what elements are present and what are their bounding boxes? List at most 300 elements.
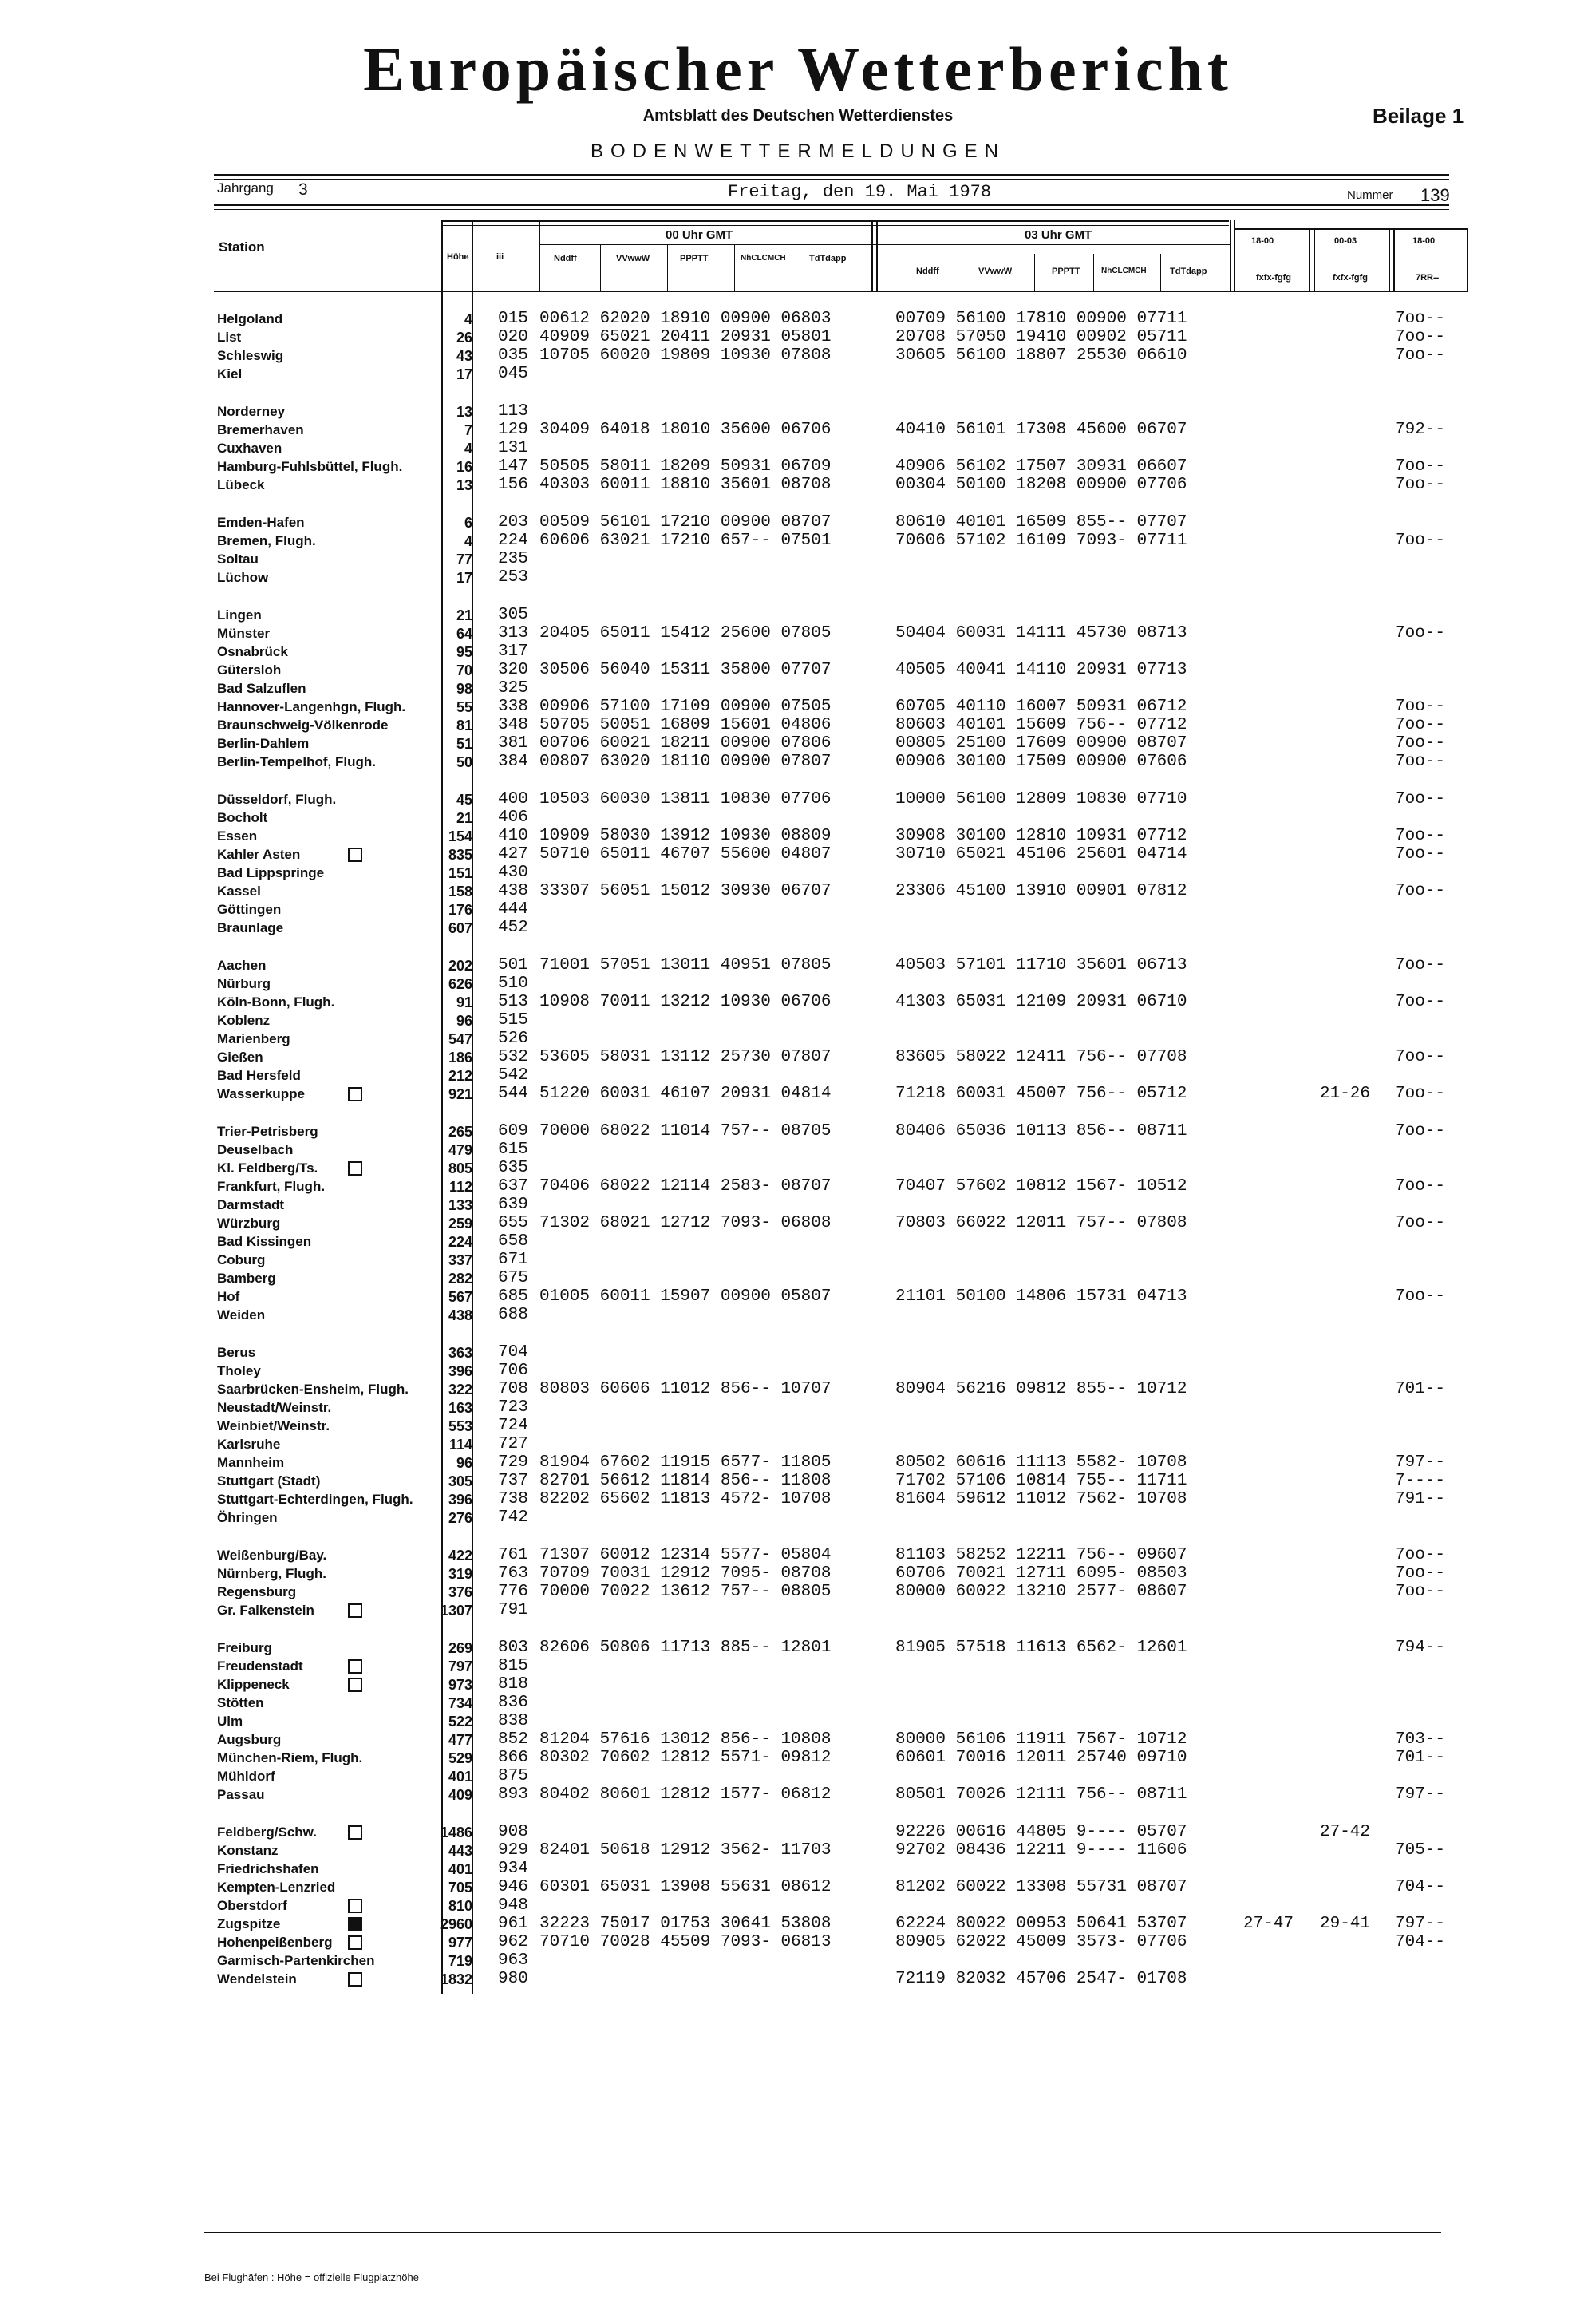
station-name: München-Riem, Flugh. [217, 1750, 363, 1765]
station-marker-open-icon [348, 1825, 362, 1840]
station-height: 477 [448, 1732, 472, 1748]
station-name: Berlin-Dahlem [217, 736, 310, 751]
station-iii: 381 [498, 734, 528, 753]
station-name: Nürburg [217, 976, 271, 991]
col-group-00: 00 Uhr GMT [666, 228, 733, 242]
page-subtitle: Amtsblatt des Deutschen Wetterdienstes [642, 107, 954, 125]
precip-18-00: 7oo-- [1395, 1546, 1446, 1564]
precip-18-00: 7oo-- [1395, 993, 1446, 1011]
obs-03: 40906 56102 17507 30931 06607 [895, 457, 1187, 476]
station-iii: 045 [498, 365, 528, 383]
station-height: 17 [456, 366, 472, 382]
station-name: Kahler Asten [217, 847, 301, 862]
station-height: 547 [448, 1031, 472, 1047]
station-name: Konstanz [217, 1843, 279, 1858]
obs-03: 00906 30100 17509 00900 07606 [895, 753, 1187, 771]
obs-03: 70803 66022 12011 757-- 07808 [895, 1214, 1187, 1232]
rule [204, 2232, 1441, 2233]
station-height: 91 [456, 994, 472, 1010]
precip-18-00: 7oo-- [1395, 845, 1446, 864]
station-name: List [217, 330, 242, 345]
station-height: 269 [448, 1640, 472, 1656]
precip-18-00: 704-- [1395, 1878, 1446, 1896]
obs-00: 70000 70022 13612 757-- 08805 [539, 1583, 832, 1601]
station-name: Hof [217, 1289, 240, 1304]
nummer-value: 139 [1420, 185, 1450, 205]
rule [214, 209, 1449, 210]
station-name: Neustadt/Weinstr. [217, 1400, 332, 1415]
station-height: 376 [448, 1584, 472, 1600]
gust-00-03: 29-41 [1320, 1915, 1371, 1933]
station-height: 977 [448, 1935, 472, 1951]
issue-date: Freitag, den 19. Mai 1978 [728, 182, 992, 202]
station-name: Garmisch-Partenkirchen [217, 1953, 375, 1968]
station-height: 13 [456, 404, 472, 420]
station-height: 396 [448, 1363, 472, 1379]
obs-03: 70606 57102 16109 7093- 07711 [895, 532, 1187, 550]
station-height: 98 [456, 681, 472, 697]
station-height: 7 [464, 422, 472, 438]
obs-00: 71302 68021 12712 7093- 06808 [539, 1214, 832, 1232]
precip-18-00: 792-- [1395, 421, 1446, 439]
station-name: Stötten [217, 1695, 264, 1710]
station-iii: 866 [498, 1749, 528, 1767]
station-height: 4 [464, 533, 472, 549]
station-iii: 723 [498, 1398, 528, 1417]
station-iii: 320 [498, 661, 528, 679]
col-right-3-top: 18-00 [1412, 236, 1436, 246]
rule [1393, 228, 1395, 291]
col-03-nddff: Nddff [916, 267, 939, 276]
beilage-label: Beilage 1 [1373, 104, 1464, 128]
obs-03: 80000 56106 11911 7567- 10712 [895, 1730, 1187, 1749]
station-iii: 742 [498, 1508, 528, 1527]
station-marker-open-icon [348, 1087, 362, 1101]
station-iii: 815 [498, 1657, 528, 1675]
col-iii: iii [496, 252, 504, 262]
obs-03: 80406 65036 10113 856-- 08711 [895, 1122, 1187, 1141]
station-height: 186 [448, 1050, 472, 1065]
station-name: Cuxhaven [217, 441, 282, 456]
station-name: Lüchow [217, 570, 269, 585]
station-name: Lübeck [217, 477, 265, 492]
precip-18-00: 7oo-- [1395, 753, 1446, 771]
col-00-tdtd: TdTdapp [809, 254, 847, 263]
station-iii: 325 [498, 679, 528, 698]
station-name: Essen [217, 828, 258, 844]
station-iii: 224 [498, 532, 528, 550]
obs-00: 30409 64018 18010 35600 06706 [539, 421, 832, 439]
station-iii: 513 [498, 993, 528, 1011]
precip-18-00: 7oo-- [1395, 790, 1446, 809]
station-height: 265 [448, 1124, 472, 1140]
col-03-ppptt: PPPTT [1052, 267, 1080, 276]
station-name: Aachen [217, 958, 267, 973]
obs-03: 81202 60022 13308 55731 08707 [895, 1878, 1187, 1896]
station-name: Öhringen [217, 1510, 278, 1525]
obs-00: 00612 62020 18910 00900 06803 [539, 310, 832, 328]
station-iii: 452 [498, 919, 528, 937]
station-iii: 893 [498, 1785, 528, 1804]
obs-03: 71702 57106 10814 755-- 11711 [895, 1472, 1187, 1490]
station-iii: 615 [498, 1141, 528, 1159]
station-height: 45 [456, 792, 472, 808]
station-iii: 317 [498, 642, 528, 661]
station-name: Gr. Falkenstein [217, 1603, 314, 1618]
station-height: 6 [464, 515, 472, 531]
col-hoehe: Höhe [447, 252, 469, 262]
col-right-1-bottom: fxfx-fgfg [1256, 273, 1291, 283]
station-marker-open-icon [348, 1678, 362, 1692]
precip-18-00: 701-- [1395, 1749, 1446, 1767]
station-height: 112 [448, 1179, 472, 1195]
obs-03: 60705 40110 16007 50931 06712 [895, 698, 1187, 716]
obs-03: 92702 08436 12211 9---- 11606 [895, 1841, 1187, 1860]
station-height: 529 [448, 1750, 472, 1766]
obs-03: 21101 50100 14806 15731 04713 [895, 1287, 1187, 1306]
station-height: 443 [448, 1843, 472, 1859]
station-name: Koblenz [217, 1013, 271, 1028]
station-iii: 438 [498, 882, 528, 900]
obs-00: 71001 57051 13011 40951 07805 [539, 956, 832, 975]
station-iii: 963 [498, 1951, 528, 1970]
obs-03: 83605 58022 12411 756-- 07708 [895, 1048, 1187, 1066]
station-name: Kassel [217, 884, 261, 899]
station-iii: 803 [498, 1639, 528, 1657]
rule [734, 244, 735, 291]
obs-00: 70000 68022 11014 757-- 08705 [539, 1122, 832, 1141]
precip-18-00: 797-- [1395, 1785, 1446, 1804]
station-name: Braunschweig-Völkenrode [217, 718, 389, 733]
obs-03: 80603 40101 15609 756-- 07712 [895, 716, 1187, 734]
station-name: Kiel [217, 366, 243, 382]
station-iii: 655 [498, 1214, 528, 1232]
precip-18-00: 7oo-- [1395, 1287, 1446, 1306]
station-name: Stuttgart-Echterdingen, Flugh. [217, 1492, 413, 1507]
station-name: Berlin-Tempelhof, Flugh. [217, 754, 376, 769]
obs-00: 10705 60020 19809 10930 07808 [539, 346, 832, 365]
obs-00: 53605 58031 13112 25730 07807 [539, 1048, 832, 1066]
station-iii: 875 [498, 1767, 528, 1785]
station-height: 973 [448, 1677, 472, 1693]
gust-18-00: 27-47 [1243, 1915, 1294, 1933]
station-iii: 727 [498, 1435, 528, 1453]
station-height: 163 [448, 1400, 472, 1416]
station-name: Stuttgart (Stadt) [217, 1473, 321, 1489]
rule [1234, 228, 1467, 230]
rule [441, 220, 1229, 222]
station-marker-filled-icon [348, 1917, 362, 1931]
station-name: Norderney [217, 404, 286, 419]
station-name: Karlsruhe [217, 1437, 281, 1452]
precip-18-00: 7oo-- [1395, 1214, 1446, 1232]
station-height: 522 [448, 1714, 472, 1730]
station-height: 719 [448, 1953, 472, 1969]
obs-03: 30605 56100 18807 25530 06610 [895, 346, 1187, 365]
obs-03: 62224 80022 00953 50641 53707 [895, 1915, 1187, 1933]
rule [600, 244, 601, 291]
station-height: 401 [448, 1769, 472, 1785]
station-height: 363 [448, 1345, 472, 1361]
precip-18-00: 7oo-- [1395, 827, 1446, 845]
obs-00: 20405 65011 15412 25600 07805 [539, 624, 832, 642]
precip-18-00: 705-- [1395, 1841, 1446, 1860]
station-iii: 147 [498, 457, 528, 476]
station-iii: 313 [498, 624, 528, 642]
obs-00: 00706 60021 18211 00900 07806 [539, 734, 832, 753]
col-00-ppptt: PPPTT [680, 254, 709, 263]
obs-03: 71218 60031 45007 756-- 05712 [895, 1085, 1187, 1103]
obs-03: 30908 30100 12810 10931 07712 [895, 827, 1187, 845]
rule [871, 220, 873, 291]
station-height: 133 [448, 1197, 472, 1213]
station-name: Nürnberg, Flugh. [217, 1566, 326, 1581]
precip-18-00: 7oo-- [1395, 1085, 1446, 1103]
station-name: Deuselbach [217, 1142, 294, 1157]
precip-18-00: 7oo-- [1395, 1177, 1446, 1196]
station-iii: 706 [498, 1362, 528, 1380]
station-name: Mannheim [217, 1455, 285, 1470]
station-iii: 501 [498, 956, 528, 975]
station-name: Friedrichshafen [217, 1861, 319, 1876]
station-name: Emden-Hafen [217, 515, 305, 530]
rule [1467, 228, 1468, 291]
obs-03: 80904 56216 09812 855-- 10712 [895, 1380, 1187, 1398]
station-iii: 961 [498, 1915, 528, 1933]
col-03-clouds: NhCLCMCH [1101, 267, 1147, 275]
obs-00: 82401 50618 12912 3562- 11703 [539, 1841, 832, 1860]
station-height: 705 [448, 1880, 472, 1896]
col-station: Station [219, 239, 265, 255]
station-iii: 542 [498, 1066, 528, 1085]
station-height: 13 [456, 477, 472, 493]
station-height: 158 [448, 884, 472, 899]
rule [214, 204, 1449, 206]
station-height: 805 [448, 1160, 472, 1176]
col-group-03: 03 Uhr GMT [1025, 228, 1092, 242]
precip-18-00: 7oo-- [1395, 716, 1446, 734]
obs-00: 60301 65031 13908 55631 08612 [539, 1878, 832, 1896]
precip-18-00: 7oo-- [1395, 457, 1446, 476]
station-iii: 406 [498, 809, 528, 827]
station-name: Marienberg [217, 1031, 290, 1046]
rule [667, 244, 668, 291]
station-iii: 400 [498, 790, 528, 809]
station-iii: 020 [498, 328, 528, 346]
station-height: 176 [448, 902, 472, 918]
station-name: Soltau [217, 552, 259, 567]
precip-18-00: 7oo-- [1395, 956, 1446, 975]
rule [1389, 228, 1390, 291]
station-height: 96 [456, 1455, 472, 1471]
station-height: 921 [448, 1086, 472, 1102]
station-name: Hohenpeißenberg [217, 1935, 333, 1950]
precip-18-00: 7oo-- [1395, 1048, 1446, 1066]
station-iii: 791 [498, 1601, 528, 1619]
station-name: Hannover-Langenhgn, Flugh. [217, 699, 406, 714]
station-iii: 338 [498, 698, 528, 716]
station-iii: 035 [498, 346, 528, 365]
obs-03: 70407 57602 10812 1567- 10512 [895, 1177, 1187, 1196]
station-height: 734 [448, 1695, 472, 1711]
station-height: 114 [448, 1437, 472, 1453]
obs-00: 82701 56612 11814 856-- 11808 [539, 1472, 832, 1490]
precip-18-00: 704-- [1395, 1933, 1446, 1951]
obs-03: 00304 50100 18208 00900 07706 [895, 476, 1187, 494]
station-iii: 639 [498, 1196, 528, 1214]
station-name: Bocholt [217, 810, 268, 825]
station-height: 81 [456, 718, 472, 733]
rule [539, 244, 1230, 245]
station-height: 55 [456, 699, 472, 715]
station-name: Klippeneck [217, 1677, 290, 1692]
station-name: Coburg [217, 1252, 266, 1267]
station-name: Zugspitze [217, 1916, 281, 1931]
station-name: Tholey [217, 1363, 261, 1378]
station-iii: 948 [498, 1896, 528, 1915]
precip-18-00: 794-- [1395, 1639, 1446, 1657]
station-name: Bremen, Flugh. [217, 533, 316, 548]
station-height: 282 [448, 1271, 472, 1287]
obs-00: 51220 60031 46107 20931 04814 [539, 1085, 832, 1103]
col-right-3-bottom: 7RR-- [1416, 273, 1440, 283]
obs-03: 10000 56100 12809 10830 07710 [895, 790, 1187, 809]
station-height: 151 [448, 865, 472, 881]
station-iii: 526 [498, 1030, 528, 1048]
station-name: Osnabrück [217, 644, 288, 659]
station-iii: 671 [498, 1251, 528, 1269]
rule [1234, 220, 1235, 291]
station-height: 4 [464, 311, 472, 327]
precip-18-00: 7oo-- [1395, 882, 1446, 900]
station-height: 95 [456, 644, 472, 660]
station-marker-open-icon [348, 1972, 362, 1987]
station-iii: 675 [498, 1269, 528, 1287]
station-iii: 738 [498, 1490, 528, 1508]
station-name: Feldberg/Schw. [217, 1825, 318, 1840]
station-name: Köln-Bonn, Flugh. [217, 994, 335, 1010]
precip-18-00: 7oo-- [1395, 310, 1446, 328]
precip-18-00: 703-- [1395, 1730, 1446, 1749]
col-00-nddff: Nddff [554, 254, 577, 263]
obs-03: 00709 56100 17810 00900 07711 [895, 310, 1187, 328]
station-height: 1307 [440, 1603, 472, 1619]
station-height: 567 [448, 1289, 472, 1305]
station-height: 607 [448, 920, 472, 936]
station-name: Ulm [217, 1714, 243, 1729]
obs-03: 30710 65021 45106 25601 04714 [895, 845, 1187, 864]
station-iii: 015 [498, 310, 528, 328]
obs-00: 70709 70031 12912 7095- 08708 [539, 1564, 832, 1583]
precip-18-00: 7oo-- [1395, 734, 1446, 753]
precip-18-00: 7oo-- [1395, 1122, 1446, 1141]
station-height: 305 [448, 1473, 472, 1489]
station-iii: 704 [498, 1343, 528, 1362]
station-iii: 685 [498, 1287, 528, 1306]
station-name: Darmstadt [217, 1197, 285, 1212]
station-name: Lingen [217, 607, 262, 623]
col-03-vvwww: VVwwW [978, 267, 1013, 276]
station-height: 259 [448, 1216, 472, 1232]
station-height: 50 [456, 754, 472, 770]
station-name: Gießen [217, 1050, 263, 1065]
station-name: Kl. Feldberg/Ts. [217, 1160, 318, 1176]
station-iii: 113 [498, 402, 528, 421]
station-height: 224 [448, 1234, 472, 1250]
obs-03: 41303 65031 12109 20931 06710 [895, 993, 1187, 1011]
rule [1309, 228, 1310, 291]
station-name: Weiden [217, 1307, 266, 1322]
station-iii: 253 [498, 568, 528, 587]
precip-18-00: 7oo-- [1395, 346, 1446, 365]
station-iii: 384 [498, 753, 528, 771]
station-name: Bad Salzuflen [217, 681, 306, 696]
station-iii: 348 [498, 716, 528, 734]
obs-00: 40909 65021 20411 20931 05801 [539, 328, 832, 346]
station-marker-open-icon [348, 1935, 362, 1950]
obs-00: 82606 50806 11713 885-- 12801 [539, 1639, 832, 1657]
station-marker-open-icon [348, 1161, 362, 1176]
station-iii: 510 [498, 975, 528, 993]
station-iii: 131 [498, 439, 528, 457]
precip-18-00: 7oo-- [1395, 698, 1446, 716]
station-height: 337 [448, 1252, 472, 1268]
rule [214, 179, 1449, 180]
col-03-tdtd: TdTdapp [1170, 267, 1207, 276]
station-height: 2960 [440, 1916, 472, 1932]
obs-03: 81604 59612 11012 7562- 10708 [895, 1490, 1187, 1508]
station-iii: 838 [498, 1712, 528, 1730]
station-iii: 708 [498, 1380, 528, 1398]
station-height: 438 [448, 1307, 472, 1323]
station-iii: 444 [498, 900, 528, 919]
station-name: Regensburg [217, 1584, 297, 1599]
station-iii: 724 [498, 1417, 528, 1435]
station-iii: 934 [498, 1860, 528, 1878]
station-iii: 156 [498, 476, 528, 494]
station-name: Münster [217, 626, 271, 641]
station-name: Mühldorf [217, 1769, 275, 1784]
station-height: 409 [448, 1787, 472, 1803]
station-iii: 609 [498, 1122, 528, 1141]
station-height: 21 [456, 607, 472, 623]
station-iii: 129 [498, 421, 528, 439]
rule [876, 220, 878, 291]
rule [539, 220, 540, 291]
obs-00: 60606 63021 17210 657-- 07501 [539, 532, 832, 550]
station-height: 1832 [440, 1971, 472, 1987]
obs-03: 81103 58252 12211 756-- 09607 [895, 1546, 1187, 1564]
obs-03: 40505 40041 14110 20931 07713 [895, 661, 1187, 679]
station-iii: 776 [498, 1583, 528, 1601]
station-iii: 763 [498, 1564, 528, 1583]
station-height: 479 [448, 1142, 472, 1158]
obs-00: 10908 70011 13212 10930 06706 [539, 993, 832, 1011]
obs-03: 40410 56101 17308 45600 06707 [895, 421, 1187, 439]
col-00-clouds: NhCLCMCH [741, 254, 786, 263]
obs-03: 23306 45100 13910 00901 07812 [895, 882, 1187, 900]
obs-03: 20708 57050 19410 00902 05711 [895, 328, 1187, 346]
station-marker-open-icon [348, 1603, 362, 1618]
obs-03: 72119 82032 45706 2547- 01708 [895, 1970, 1187, 1988]
station-height: 276 [448, 1510, 472, 1526]
station-name: Weißenburg/Bay. [217, 1548, 327, 1563]
station-iii: 761 [498, 1546, 528, 1564]
station-iii: 410 [498, 827, 528, 845]
obs-00: 71307 60012 12314 5577- 05804 [539, 1546, 832, 1564]
station-iii: 852 [498, 1730, 528, 1749]
obs-00: 80402 80601 12812 1577- 06812 [539, 1785, 832, 1804]
